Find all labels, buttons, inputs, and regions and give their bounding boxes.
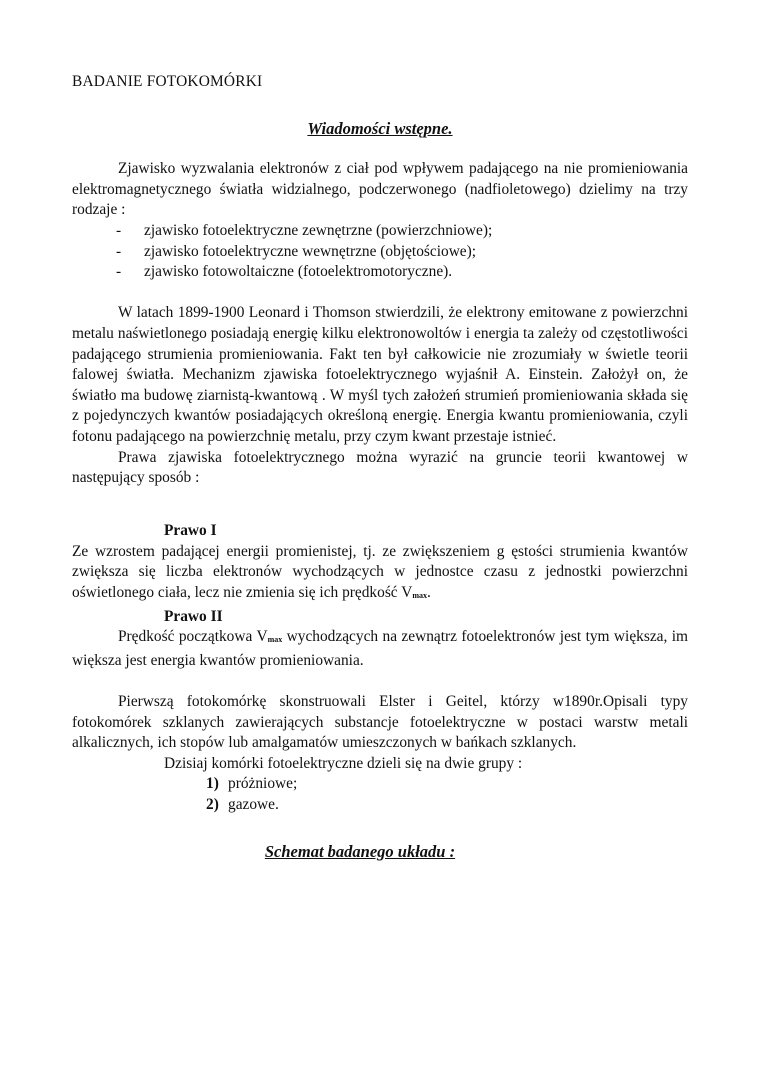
history-paragraph: W latach 1899-1900 Leonard i Thomson stwierdzili, że elektrony emitowane z powierzchni metalu naświetlonego posiadają energię kilku elektronowoltów i energia ta zależy od częstotliwości padającego strumienia promieniowania. Fakt ten był całkowicie nie zrozumiały w świetle teorii falowej światła. Mechanizm zjawiska fotoelektrycznego wyjaśnił A. Einstein. Założył on, że światło ma budowę ziarnistą-kwantową . W myśl tych założeń strumień promieniowania składa się z pojedynczych kwantów posiadających określoną energię. Energia kwantu promieniowania, czyli fotonu padającego na powierzchnię metalu, przy czym kwant przestaje istnieć. [72,304,688,445]
list-item-text: zjawisko fotowoltaiczne (fotoelektromotoryczne). [144,263,453,281]
dash-bullet: - [116,242,122,260]
law-2-text [72,627,688,671]
section-title-introduction: Wiadomości wstępne. [307,118,453,138]
list-number: 1) [206,775,219,793]
groups-list [72,774,688,815]
law-2-body-end: wychodzących na zewnątrz fotoelektronów jest tym większa, im większa jest energia kwantów promieniowania. [72,628,689,669]
spacer [72,283,688,304]
law-2-title: Prawo II [164,607,223,625]
section-title-schematic: Schemat badanego układu : [264,841,456,861]
list-item-text: próżniowe; [228,775,298,793]
list-item-text: gazowe. [228,796,279,813]
document-page [72,72,688,862]
spacer [72,489,688,510]
dash-bullet: - [116,263,122,281]
law-1-title: Prawo I [164,522,217,540]
dash-bullet: - [116,221,122,239]
list-number: 2) [206,796,219,813]
list-item [72,221,688,242]
list-item [206,795,688,816]
list-item [206,774,688,795]
law-2-body-start: Prędkość początkowa V [118,628,268,646]
spacer [72,671,688,692]
list-item [72,242,688,263]
history-2-paragraph: Pierwszą fotokomórkę skonstruowali Elster i Geitel, którzy w1890r.Opisali typy fotokomórek szklanych zawierających substancje fotoelektryczne w postaci warstw metali alkalicznych, ich stopów lub amalgamatów umieszczonych w bańkach szklanych. [72,693,688,752]
list-item-text: zjawisko fotoelektryczne zewnętrzne (powierzchniowe); [144,221,493,239]
vmax-subscript: max [267,635,283,645]
vmax-subscript: max [412,591,427,601]
effect-types-list [72,221,688,283]
laws-intro-paragraph: Prawa zjawiska fotoelektrycznego można wyrazić na gruncie teorii kwantowej w następujący sposób : [72,448,688,487]
list-item [72,262,688,283]
law-1-text [72,542,688,607]
list-item-text: zjawisko fotoelektryczne wewnętrzne (objętościowe); [144,242,477,260]
law-1-body: Ze wzrostem padającej energii promienistej, tj. ze zwiększeniem g ęstości strumienia kwantów zwiększa się liczba elektronów wychodzących w jednostce czasu z jednostki powierzchni oświetlonego ciała, lecz nie zmienia się ich prędkość V [72,542,688,602]
groups-intro: Dzisiaj komórki fotoelektryczne dzieli się na dwie grupy : [164,754,523,772]
intro-paragraph: Zjawisko wyzwalania elektronów z ciał pod wpływem padającego na nie promieniowania elektromagnetycznego światła widzialnego, podczerwonego (nadfioletowego) dzielimy na trzy rodzaje : [72,160,688,219]
document-header: BADANIE FOTOKOMÓRKI [72,73,263,90]
law-1-end: . [427,584,431,602]
